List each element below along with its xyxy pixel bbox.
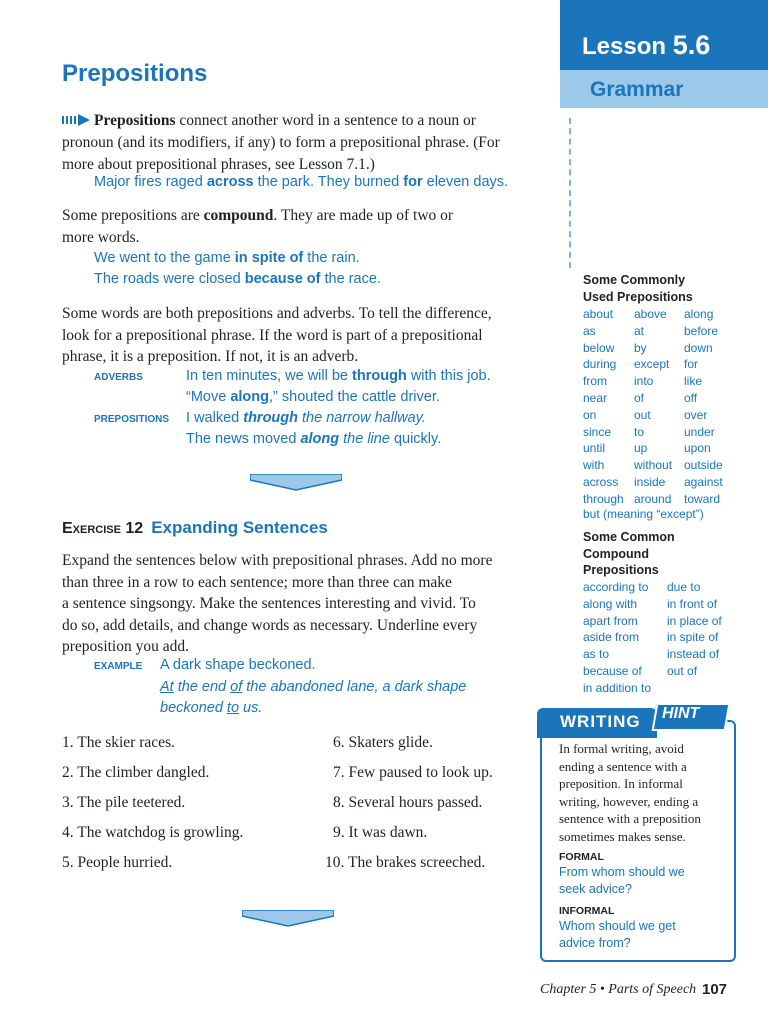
list-item: through	[583, 491, 624, 506]
list-item: off	[684, 391, 698, 405]
list-item: in addition to	[583, 680, 652, 695]
example-label: EXAMPLE	[94, 661, 143, 672]
informal-example: Whom should we get advice from?	[559, 919, 676, 950]
exercise-items-right	[325, 733, 493, 883]
prepositions-label: PREPOSITIONS	[94, 414, 170, 425]
example-answer-line-2: beckoned to us.	[160, 700, 263, 716]
common-prepositions-list	[583, 306, 763, 511]
list-item: along with	[583, 596, 638, 611]
list-item: into	[634, 374, 654, 389]
list-item: 7. Few paused to look up.	[333, 764, 493, 781]
list-item: as	[583, 323, 596, 338]
list-item: except	[634, 357, 670, 372]
list-item: apart from	[583, 613, 638, 628]
list-item: 6. Skaters glide.	[333, 734, 433, 751]
adverb-example-2: “Move along,” shouted the cattle driver.	[186, 389, 440, 405]
footer-chapter: Chapter 5 • Parts of Speech	[540, 982, 697, 997]
list-item: since	[583, 424, 612, 439]
list-item: inside	[634, 475, 666, 489]
list-item: for	[684, 357, 699, 372]
list-item: over	[684, 407, 708, 422]
lesson-number: Lesson 5.6	[582, 30, 711, 60]
exercise-instructions: Expand the sentences below with prepositional phrases. Add no more than three in a row to each sentence; more than three can make a sentence singsongy. Make the sentences interesting and vivid. To do so, add details, and change words as necessary. Underline every preposition you add.	[62, 552, 493, 655]
list-item: as to	[583, 647, 610, 662]
list-item: with	[583, 458, 605, 473]
compound-prepositions-list	[583, 579, 763, 699]
list-item: 3. The pile teetered.	[62, 794, 186, 811]
list-item: 2. The climber dangled.	[62, 764, 210, 781]
list-item: outside	[684, 458, 723, 473]
list-item: 1. The skier races.	[62, 734, 175, 751]
list-item: about	[583, 307, 614, 321]
list-item: during	[583, 357, 617, 372]
lesson-category: Grammar	[590, 78, 684, 101]
list-item: because of	[583, 664, 642, 678]
lesson-tab	[560, 0, 768, 108]
list-item: according to	[583, 580, 649, 594]
adverbs-label: ADVERBS	[94, 372, 143, 383]
compound-paragraph: Some prepositions are compound. They are made up of two or more words.	[62, 207, 454, 246]
list-item: at	[634, 323, 645, 338]
list-item: near	[583, 391, 608, 405]
example-across: Major fires raged across the park. They burned for eleven days.	[94, 174, 509, 190]
writing-hint-label: WRITING	[560, 712, 641, 731]
list-item: down	[684, 340, 713, 355]
example-answer-line-1: At the end of the abandoned lane, a dark shape	[160, 679, 467, 695]
list-item: due to	[667, 580, 701, 594]
list-item: from	[583, 374, 607, 389]
exercise-heading: Exercise 12 Expanding Sentences	[62, 518, 328, 537]
list-item: up	[634, 441, 648, 456]
list-item: of	[634, 391, 645, 405]
formal-example: From whom should we seek advice?	[559, 865, 685, 896]
compound-prepositions-heading: Some Common Compound Prepositions	[583, 530, 675, 577]
list-item: 9. It was dawn.	[333, 824, 428, 841]
list-item: 4. The watchdog is growling.	[62, 824, 244, 841]
list-item: 10. The brakes screeched.	[325, 854, 486, 871]
list-item: toward	[684, 491, 721, 506]
example-in-spite-of: We went to the game in spite of the rain.	[94, 250, 360, 266]
section-divider-arrow-icon	[250, 474, 342, 490]
list-item: 8. Several hours passed.	[333, 794, 483, 811]
section-end-arrow-icon	[242, 910, 334, 926]
but-meaning-except: but (meaning “except”)	[583, 507, 704, 521]
list-item: aside from	[583, 630, 640, 645]
list-item: in spite of	[667, 630, 719, 645]
list-item: like	[684, 374, 703, 389]
page-title: Prepositions	[62, 60, 208, 87]
list-item: in front of	[667, 596, 718, 611]
list-item: around	[634, 491, 672, 506]
list-item: across	[583, 475, 619, 489]
informal-label: INFORMAL	[559, 905, 615, 917]
list-item: until	[583, 441, 606, 456]
intro-paragraph: Prepositions connect another word in a sentence to a noun or pronoun (and its modifiers, if any) to form a prepositional phrase. (For more about prepositional phrases, see Lesson 7.1.)	[62, 112, 500, 173]
arrow-icon	[62, 111, 90, 133]
exercise-items-left	[62, 733, 243, 883]
example-sentence: A dark shape beckoned.	[160, 657, 316, 673]
hint-text: In formal writing, avoid ending a sentence with a preposition. In informal writing, however, ending a sentence with a preposition sometimes makes sense.	[559, 741, 701, 844]
list-item: along	[684, 307, 714, 321]
list-item: under	[684, 424, 715, 439]
list-item: below	[583, 340, 615, 355]
list-item: on	[583, 407, 597, 422]
list-item: upon	[684, 441, 711, 456]
list-item: instead of	[667, 647, 720, 662]
list-item: by	[634, 340, 647, 355]
page-number: 107	[702, 981, 728, 998]
example-because-of: The roads were closed because of the race.	[94, 271, 381, 287]
list-item: before	[684, 323, 719, 338]
common-prepositions-heading: Some Commonly Used Prepositions	[583, 273, 693, 304]
list-item: to	[634, 424, 645, 439]
preposition-example-2: The news moved along the line quickly.	[186, 431, 442, 447]
hint-label: HINT	[662, 705, 700, 722]
adverb-example-1: In ten minutes, we will be through with this job.	[186, 368, 491, 384]
list-item: 5. People hurried.	[62, 854, 173, 871]
list-item: in place of	[667, 613, 722, 628]
list-item: above	[634, 307, 667, 321]
preposition-example-1: I walked through the narrow hallway.	[186, 410, 426, 426]
adverbs-paragraph: Some words are both prepositions and adverbs. To tell the difference, look for a prepositional phrase. If the word is part of a prepositional phrase, it is a preposition. If not, it is an adverb.	[62, 305, 492, 365]
list-item: against	[684, 475, 723, 489]
list-item: out	[634, 407, 651, 422]
formal-label: FORMAL	[559, 851, 604, 863]
list-item: out of	[667, 664, 698, 678]
margin-divider	[569, 118, 571, 268]
list-item: without	[634, 458, 673, 473]
